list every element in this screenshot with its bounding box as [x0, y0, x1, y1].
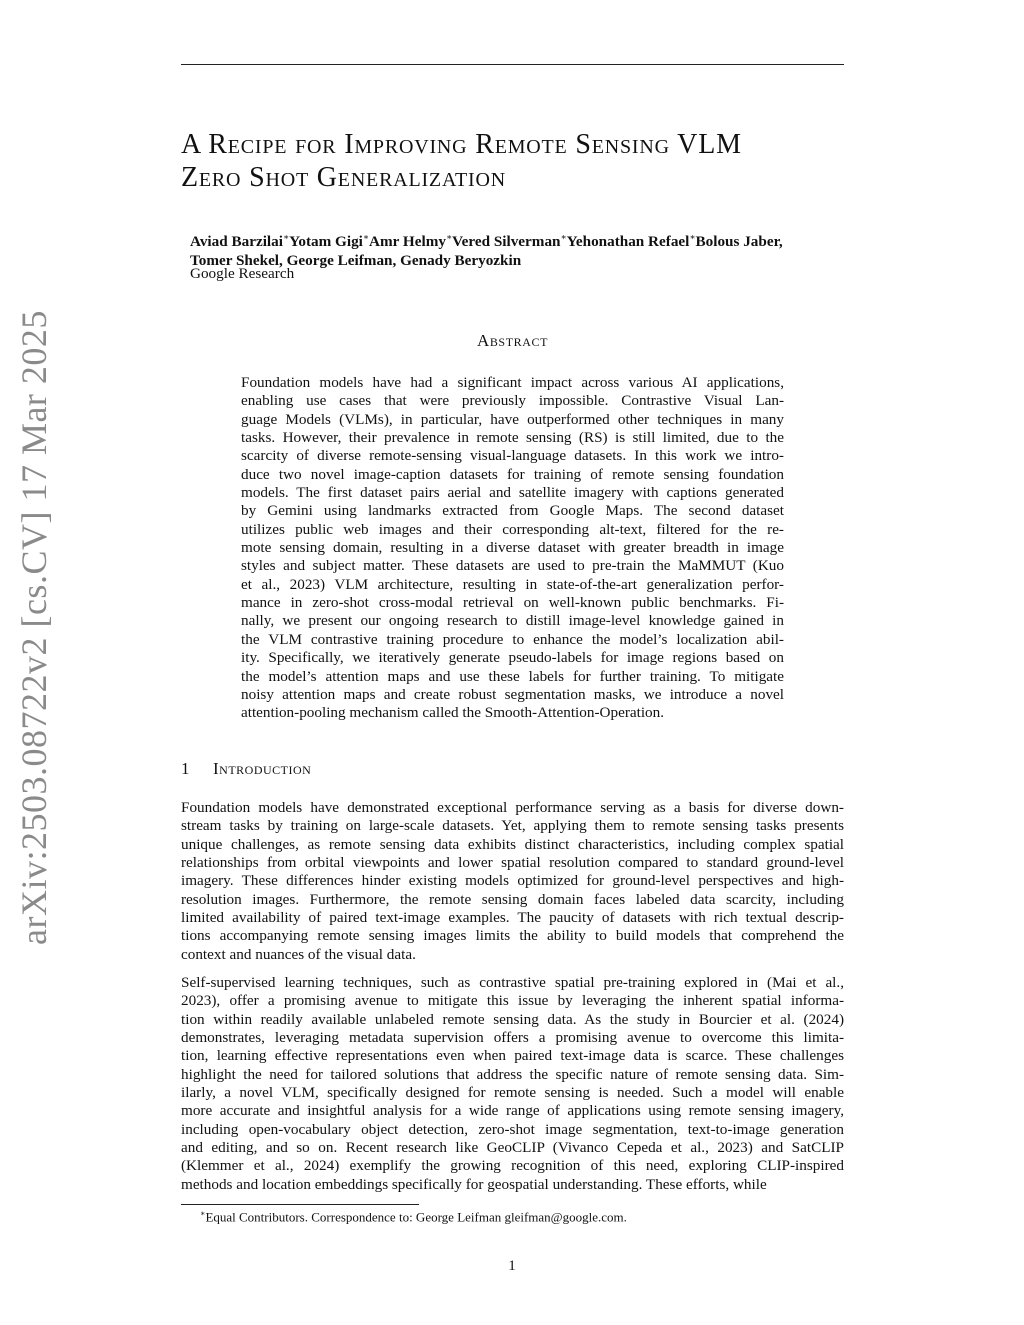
title-line-2: Zero Shot Generalization [181, 162, 506, 193]
author-list [190, 228, 850, 270]
author-name: Yehonathan Refael [566, 233, 690, 251]
footnote-rule [181, 1204, 419, 1205]
section-title: Introduction [213, 759, 312, 778]
text-line: duce two novel image-caption datasets for training of remote sensing foundation [241, 465, 784, 483]
text-line: context and nuances of the visual data. [181, 945, 416, 963]
text-line: the VLM contrastive training procedure to enhance the model’s localization abil- [241, 630, 784, 648]
text-line: guage Models (VLMs), in particular, have outperformed other techniques in many [241, 410, 784, 428]
text-line: limited availability of paired text-image examples. The paucity of datasets with rich textual descrip- [181, 909, 844, 927]
equal-contrib-mark: ∗ [282, 232, 290, 242]
equal-contrib-mark: ∗ [560, 232, 567, 242]
text-line: tions accompanying remote sensing images limits the ability to build models that comprehend the [181, 927, 844, 945]
text-line: the model’s attention maps and use these labels for further training. To mitigate [241, 667, 784, 685]
author-name: Bolous Jaber, [695, 233, 783, 251]
text-line: Foundation models have had a significant impact across various AI applications, [241, 374, 784, 391]
author-name: Yotam Gigi [289, 233, 363, 251]
text-line: scarcity of diverse remote-sensing visual-language datasets. In this work we intro- [241, 447, 784, 465]
affiliation: Google Research [190, 265, 295, 282]
intro-paragraph-1 [181, 799, 844, 964]
text-line: Self-supervised learning techniques, such as contrastive spatial pre-training explored in (Mai et al., [181, 974, 844, 991]
footnote-text: Equal Contributors. Correspondence to: George Leifman gleifman@google.com. [205, 1209, 627, 1225]
text-line: noisy attention maps and create robust segmentation masks, we introduce a novel [241, 685, 784, 703]
text-line: mance in zero-shot cross-modal retrieval on well-known public benchmarks. Fi- [241, 594, 784, 612]
text-line: enabling use cases that were previously impossible. Contrastive Visual Lan- [241, 392, 784, 410]
author-line-2: Tomer Shekel, George Leifman, Genady Beryozkin [190, 252, 522, 270]
text-line: methods and location embeddings specifically for geospatial understanding. These efforts, while [181, 1175, 767, 1193]
author-line-1 [190, 228, 850, 251]
text-line: (Klemmer et al., 2024) exemplify the growing recognition of this need, exploring CLIP-inspired [181, 1157, 844, 1175]
text-line: models. The first dataset pairs aerial and satellite imagery with captions generated [241, 484, 784, 502]
text-line: imagery. These differences hinder existing models optimized for ground-level perspectives and high- [181, 872, 844, 890]
text-line: attention-pooling mechanism called the Smooth-Attention-Operation. [241, 704, 665, 722]
equal-contrib-mark: ∗ [689, 232, 696, 242]
title-line-1: A Recipe for Improving Remote Sensing VLM [181, 129, 742, 160]
text-line: unique challenges, as remote sensing data exhibits distinct characteristics, including complex spatial [181, 835, 844, 853]
text-line: and editing, and so on. Recent research like GeoCLIP (Vivanco Cepeda et al., 2023) and SatCLIP [181, 1139, 844, 1157]
top-rule [181, 64, 844, 65]
abstract-body [241, 374, 784, 723]
text-line: demonstrates, leveraging metadata supervision offers a promising avenue to overcome this limita- [181, 1029, 844, 1047]
text-line: relationships from orbital viewpoints and lower spatial resolution compared to standard ground-level [181, 854, 844, 872]
section-heading [181, 759, 311, 779]
text-line: by Gemini using landmarks extracted from Google Maps. The second dataset [241, 502, 784, 520]
text-line: including open-vocabulary object detection, zero-shot image segmentation, text-to-image generation [181, 1120, 844, 1138]
text-line: tion within readily available unlabeled remote sensing data. As the study in Bourcier et al. (2024) [181, 1010, 844, 1028]
text-line: stream tasks by training on large-scale datasets. Yet, applying them to remote sensing tasks presents [181, 817, 844, 835]
text-line: mote sensing domain, resulting in a diverse dataset with greater breadth in image [241, 539, 784, 557]
text-line: Foundation models have demonstrated exceptional performance serving as a basis for diverse down- [181, 799, 844, 816]
author-name: Vered Silverman [452, 233, 561, 251]
footnote-mark: ∗ [200, 1209, 206, 1218]
author-name: Amr Helmy [369, 233, 446, 251]
page-number: 1 [508, 1258, 516, 1274]
text-line: tasks. However, their prevalence in remote sensing (RS) is still limited, due to the [241, 429, 784, 447]
footnote [200, 1209, 627, 1225]
paper-title [181, 128, 861, 194]
text-line: ilarly, a novel VLM, specifically designed for remote sensing is needed. Such a model will enable [181, 1084, 844, 1102]
arxiv-stamp: arXiv:2503.08722v2 [cs.CV] 17 Mar 2025 [14, 310, 54, 945]
section-number: 1 [181, 759, 190, 778]
text-line: highlight the need for tailored solutions that address the specific nature of remote sensing data. Sim- [181, 1065, 844, 1083]
equal-contrib-mark: ∗ [445, 232, 453, 242]
author-name: Aviad Barzilai [190, 233, 283, 251]
text-line: nally, we present our ongoing research to distill image-level knowledge gained in [241, 612, 784, 630]
equal-contrib-mark: ∗ [362, 232, 370, 242]
intro-paragraph-2 [181, 974, 844, 1194]
text-line: styles and subject matter. These datasets are used to pre-train the MaMMUT (Kuo [241, 557, 784, 575]
text-line: resolution images. Furthermore, the remote sensing domain faces labeled data scarcity, including [181, 890, 844, 908]
abstract-heading: Abstract [476, 331, 549, 350]
text-line: more accurate and insightful analysis for a wide range of applications using remote sensing imagery, [181, 1102, 844, 1120]
text-line: ity. Specifically, we iteratively generate pseudo-labels for image regions based on [241, 649, 784, 667]
text-line: 2023), offer a promising avenue to mitigate this issue by leveraging the inherent spatial informa- [181, 992, 844, 1010]
text-line: utilizes public web images and their corresponding alt-text, filtered for the re- [241, 520, 784, 538]
text-line: tion, learning effective representations even when paired text-image data is scarce. These challenges [181, 1047, 844, 1065]
text-line: et al., 2023) VLM architecture, resulting in state-of-the-art generalization perfor- [241, 575, 784, 593]
